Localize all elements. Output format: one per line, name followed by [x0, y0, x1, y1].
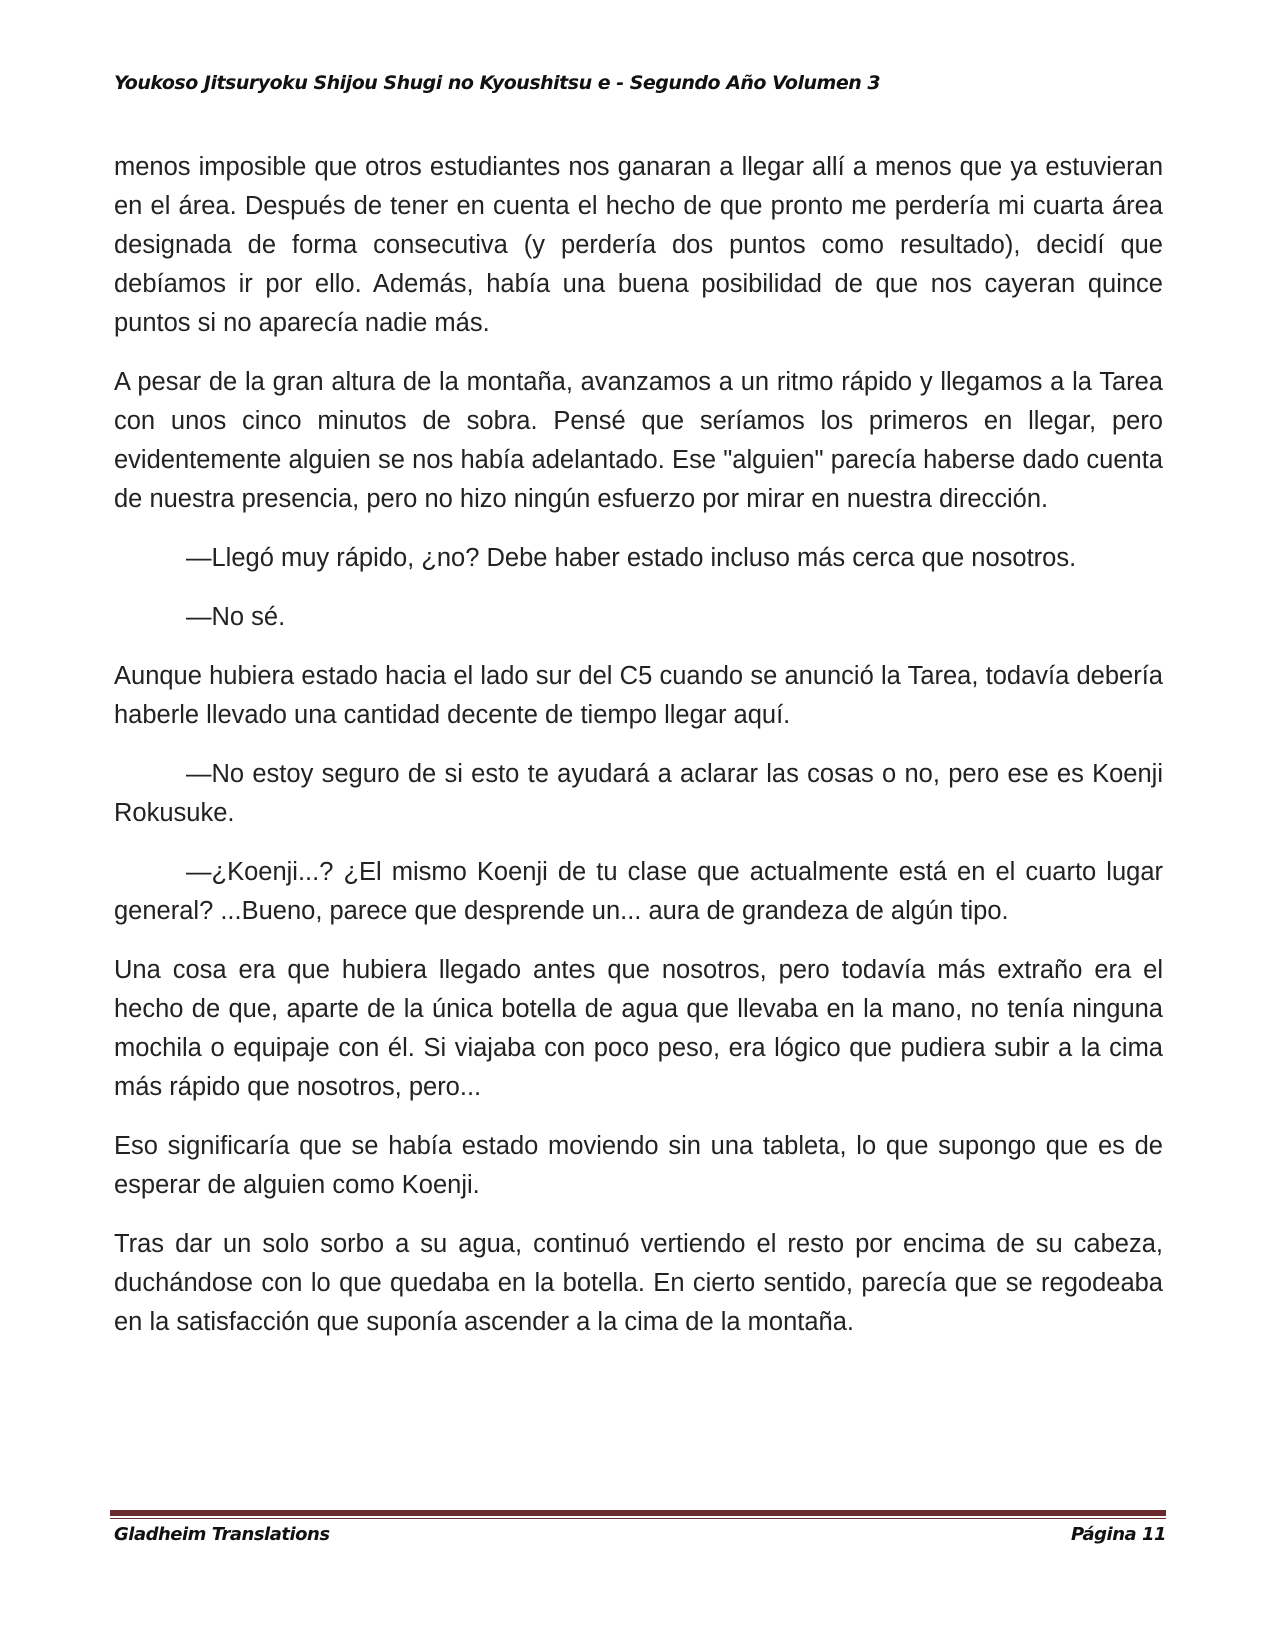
dialogue-paragraph: —¿Koenji...? ¿El mismo Koenji de tu clase que actualmente está en el cuarto lugar general? ...Bueno, parece que desprende un... aura de grandeza de algún tipo. [114, 858, 1163, 925]
running-header: Youkoso Jitsuryoku Shijou Shugi no Kyoushitsu e - Segundo Año Volumen 3 [114, 72, 881, 94]
paragraph: Tras dar un solo sorbo a su agua, continuó vertiendo el resto por encima de su cabeza, duchándose con lo que quedaba en la botella. En cierto sentido, parecía que se regodeaba en la satisfacción que suponía ascender a la cima de la montaña. [114, 1230, 1163, 1336]
footer-divider-thin [110, 1518, 1166, 1519]
page-footer [114, 1524, 1166, 1545]
dialogue-paragraph: —No estoy seguro de si esto te ayudará a aclarar las cosas o no, pero ese es Koenji Rokusuke. [114, 760, 1163, 827]
paragraph: Aunque hubiera estado hacia el lado sur del C5 cuando se anunció la Tarea, todavía debería haberle llevado una cantidad decente de tiempo llegar aquí. [114, 662, 1163, 729]
footer-translator: Gladheim Translations [114, 1524, 330, 1545]
footer-divider [110, 1510, 1166, 1519]
page-body [114, 148, 1163, 1362]
paragraph: A pesar de la gran altura de la montaña, avanzamos a un ritmo rápido y llegamos a la Tarea con unos cinco minutos de sobra. Pensé que seríamos los primeros en llegar, pero evidentemente alguien se nos había adelantado. Ese "alguien" parecía haberse dado cuenta de nuestra presencia, pero no hizo ningún esfuerzo por mirar en nuestra dirección. [114, 368, 1163, 513]
footer-divider-thick [110, 1510, 1166, 1516]
dialogue-paragraph: —Llegó muy rápido, ¿no? Debe haber estado incluso más cerca que nosotros. [186, 544, 1077, 572]
page-number: Página 11 [1070, 1524, 1166, 1545]
dialogue-paragraph: —No sé. [186, 603, 286, 631]
paragraph: menos imposible que otros estudiantes nos ganaran a llegar allí a menos que ya estuvieran en el área. Después de tener en cuenta el hecho de que pronto me perdería mi cuarta área designada de forma consecutiva (y perdería dos puntos como resultado), decidí que debíamos ir por ello. Además, había una buena posibilidad de que nos cayeran quince puntos si no aparecía nadie más. [114, 153, 1163, 337]
paragraph: Una cosa era que hubiera llegado antes que nosotros, pero todavía más extraño era el hecho de que, aparte de la única botella de agua que llevaba en la mano, no tenía ninguna mochila o equipaje con él. Si viajaba con poco peso, era lógico que pudiera subir a la cima más rápido que nosotros, pero... [114, 956, 1163, 1101]
paragraph: Eso significaría que se había estado moviendo sin una tableta, lo que supongo que es de esperar de alguien como Koenji. [114, 1132, 1163, 1199]
